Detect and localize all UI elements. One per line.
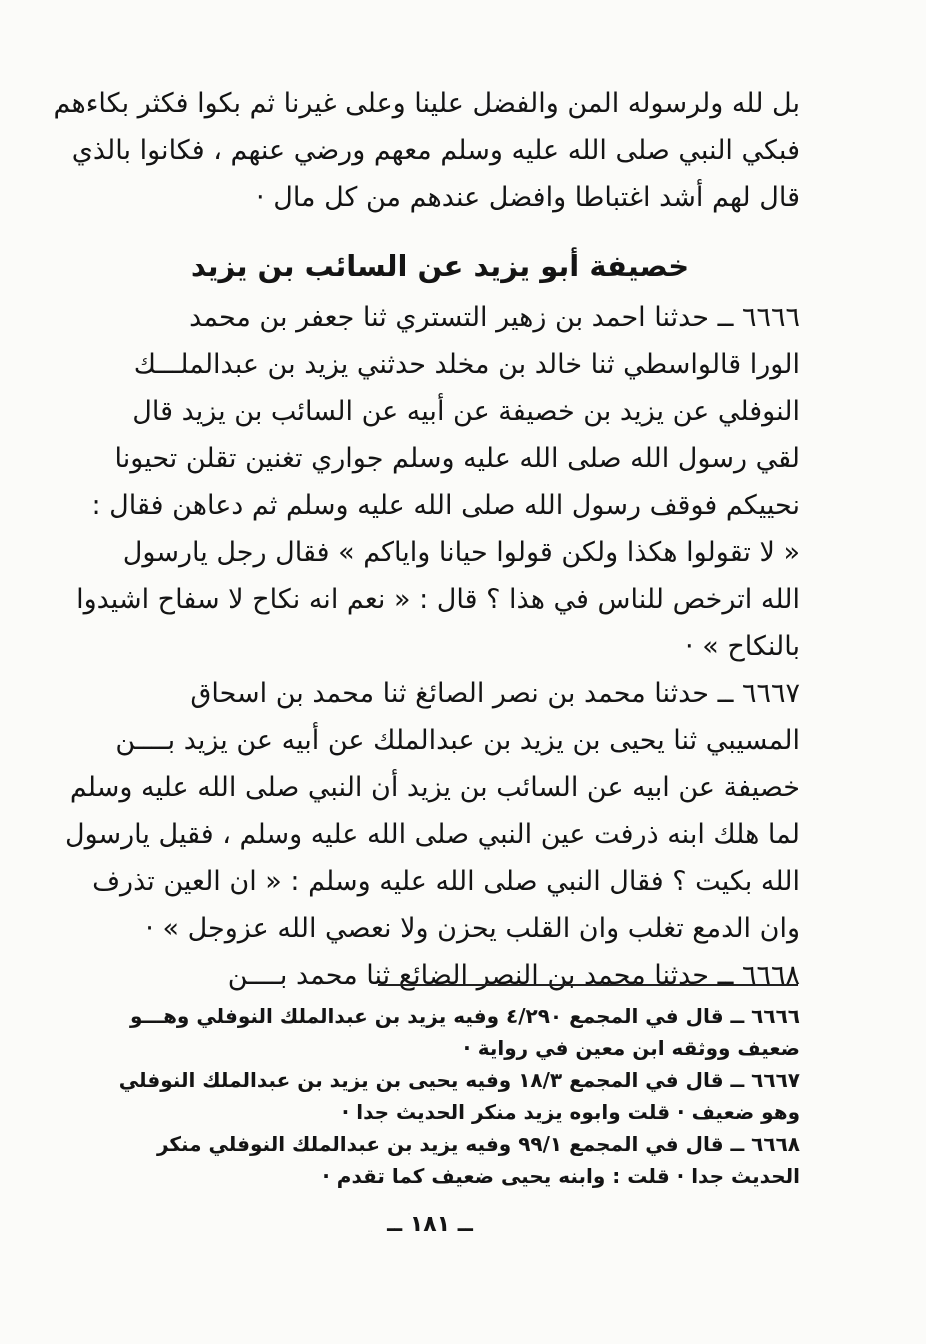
footnote-line: ضعيف ووثقه ابن معين في رواية · <box>463 1036 800 1060</box>
footnote-line: ٦٦٦٦ ــ قال في المجمع ٤/٢٩٠ وفيه يزيد بن عبدالملك النوفلي وهـــو <box>130 1004 800 1028</box>
footnote-divider <box>378 984 798 986</box>
hadith-line: الله اترخص للناس في هذا ؟ قال : « نعم انه نكاح لا سفاح اشيدوا <box>76 584 800 615</box>
hadith-line: ٦٦٦٧ ــ حدثنا محمد بن نصر الصائغ ثنا محمد بن اسحاق <box>190 678 800 709</box>
hadith-line: خصيفة عن ابيه عن السائب بن يزيد أن النبي صلى الله عليه وسلم <box>69 772 800 803</box>
hadith-line: النوفلي عن يزيد بن خصيفة عن أبيه عن السائب بن يزيد قال <box>132 396 800 427</box>
intro-line-2: فبكي النبي صلى الله عليه وسلم معهم ورضي عنهم ، فكانوا بالذي <box>71 135 800 166</box>
hadith-line: ٦٦٦٦ ــ حدثنا احمد بن زهير التستري ثنا جعفر بن محمد <box>189 302 800 333</box>
hadith-line: « لا تقولوا هكذا ولكن قولوا حيانا واياكم » فقال رجل يارسول <box>122 537 800 568</box>
footnote-line: وهو ضعيف · قلت وابوه يزيد منكر الحديث جدا · <box>341 1100 800 1124</box>
page-number: ــ ١٨١ ــ <box>387 1212 473 1237</box>
footnote-line: ٦٦٦٧ ــ قال في المجمع ١٨/٣ وفيه يحيى بن يزيد بن عبدالملك النوفلي <box>118 1068 800 1092</box>
footnote-line: ٦٦٦٨ ــ قال في المجمع ٩٩/١ وفيه يزيد بن عبدالملك النوفلي منكر <box>156 1132 800 1156</box>
hadith-line: الله بكيت ؟ فقال النبي صلى الله عليه وسلم : « ان العين تذرف <box>92 866 800 897</box>
hadith-line: لما هلك ابنه ذرفت عين النبي صلى الله عليه وسلم ، فقيل يارسول <box>64 819 800 850</box>
hadith-line: لقي رسول الله صلى الله عليه وسلم جواري تغنين تقلن تحيونا <box>114 443 800 474</box>
hadith-line: ٦٦٦٨ ــ حدثنا محمد بن النصر الضائع ثنا محمد بــــن <box>227 960 800 991</box>
hadith-line: الورا قالواسطي ثنا خالد بن مخلد حدثني يزيد بن عبدالملـــك <box>133 349 800 380</box>
hadith-text <box>64 294 800 999</box>
hadith-line: نحييكم فوقف رسول الله صلى الله عليه وسلم ثم دعاهن فقال : <box>91 490 800 521</box>
hadith-line: بالنكاح » · <box>685 631 800 662</box>
hadith-line: وان الدمع تغلب وان القلب يحزن ولا نعصي الله عزوجل » · <box>145 913 800 944</box>
intro-line-3: قال لهم أشد اغتباطا وافضل عندهم من كل مال · <box>256 182 800 213</box>
hadith-line: المسيبي ثنا يحيى بن يزيد بن عبدالملك عن أبيه عن يزيد بــــن <box>115 725 800 756</box>
footnote-line: الحديث جدا · قلت : وابنه يحيى ضعيف كما تقدم · <box>322 1164 800 1188</box>
footnotes <box>80 1000 800 1192</box>
intro-line-1: بل لله ولرسوله المن والفضل علينا وعلى غيرنا ثم بكوا فكثر بكاءهم <box>53 88 800 119</box>
intro-paragraph <box>53 80 800 221</box>
section-heading: خصيفة أبو يزيد عن السائب بن يزيد <box>190 249 690 283</box>
